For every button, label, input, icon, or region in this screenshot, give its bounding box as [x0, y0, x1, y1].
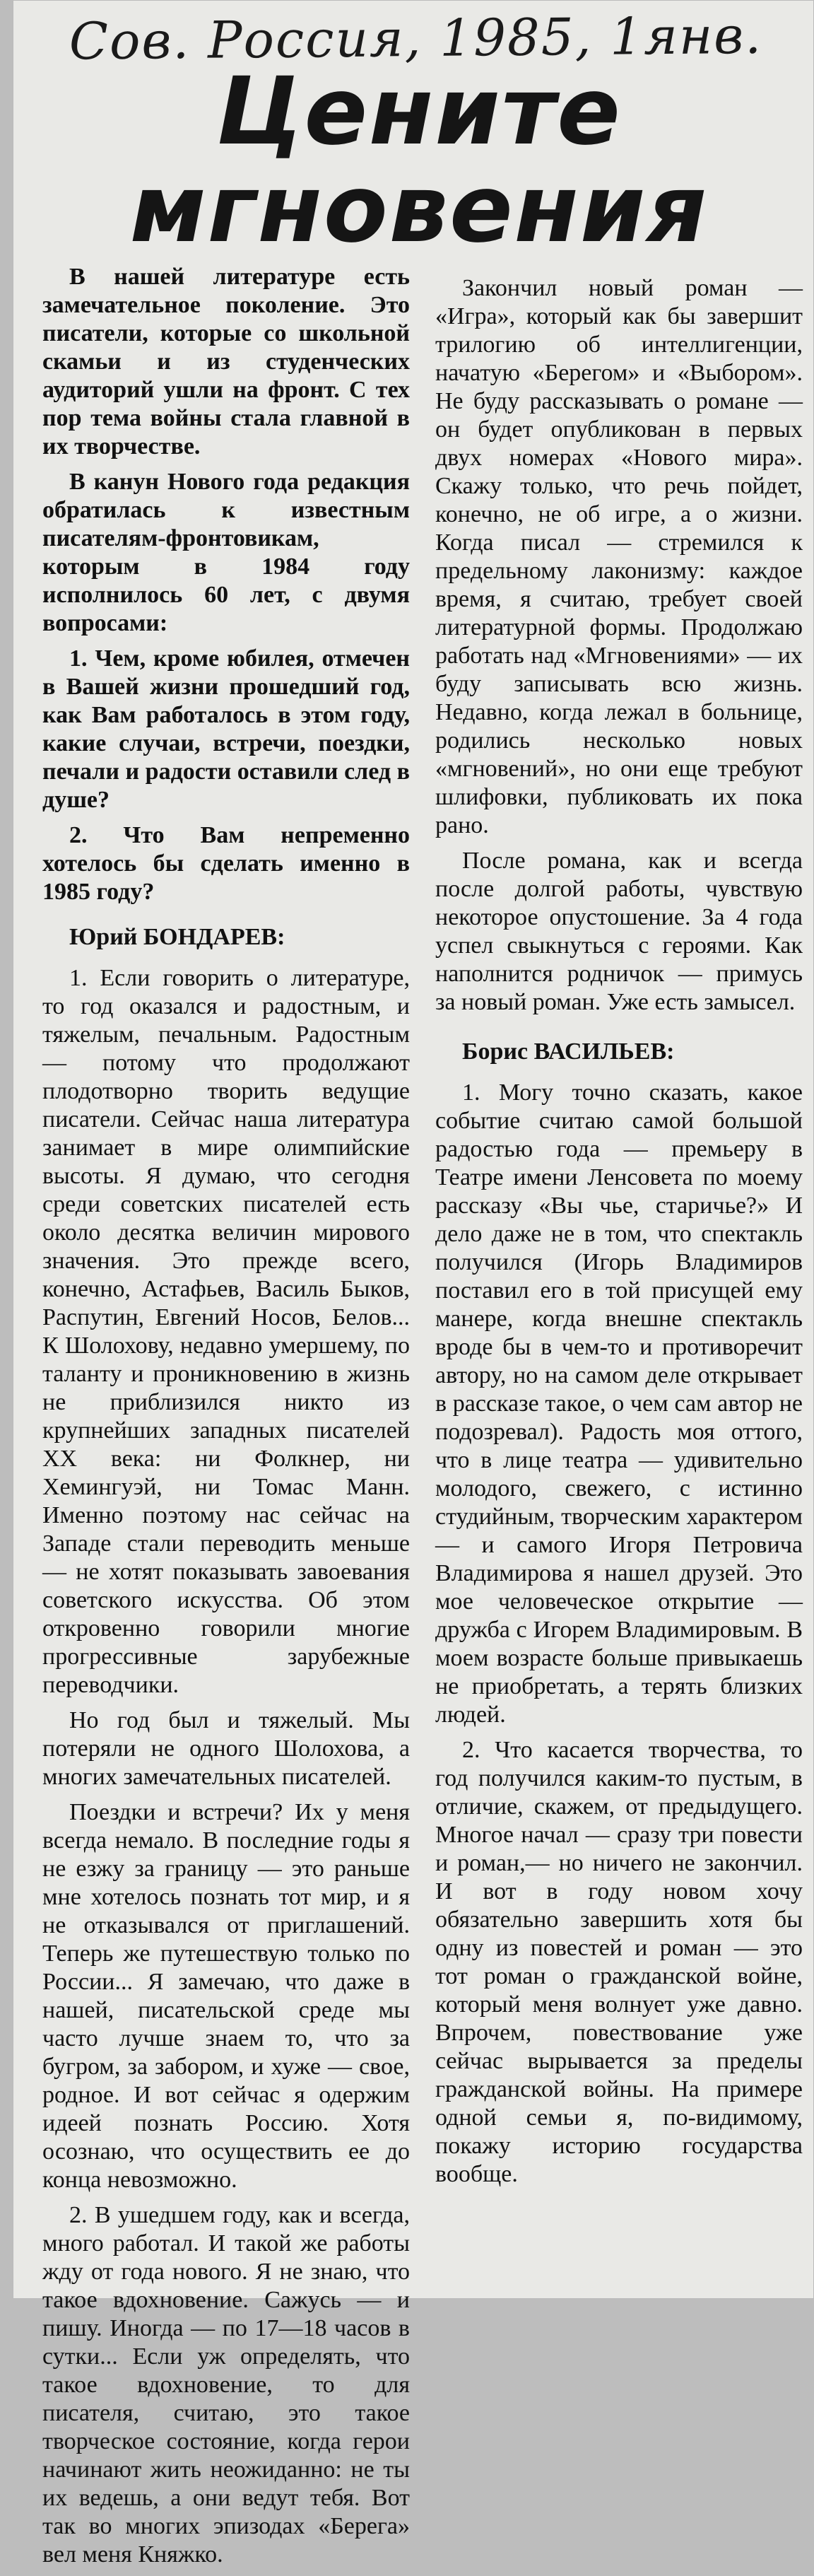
left-column [42, 263, 410, 2576]
question-1: 1. Чем, кроме юбилея, отмечен в Вашей жизни прошедший год, как Вам работалось в этом году, какие случаи, встречи, поездки, печали и радости оставили след в душе? [42, 645, 410, 813]
bondarev-paragraph: 2. В ушедшем году, как и всегда, много работал. И такой же работы жду от года нового. Я не знаю, что такое вдохновение. Сажусь — и пишу. Иногда — по 17—18 часов в сутки... Если уж определять, что такое вдохновение, то для писателя, считаю, это такое творческое состояние, когда герои начинают жить неожиданно: не ты их ведешь, а они ведут тебя. Вот так во многих эпизодах «Берега» вел меня Княжко. [42, 2202, 410, 2568]
author-heading-bondarev: Юрий БОНДАРЕВ: [69, 924, 285, 950]
right-column [435, 274, 803, 2196]
intro-paragraph: В канун Нового года редакция обратилась к известным писателям-фронтовикам, которым в 1984 году исполнилось 60 лет, с двумя вопросами: [42, 469, 410, 636]
vasiliev-paragraph: 1. Могу точно сказать, какое событие считаю самой большой радостью года — премьеру в Театре имени Ленсовета по моему рассказу «Вы чье, старичье?» И дело даже не в том, что спектакль получился (Игорь Владимиров поставил его в той присущей ему манере, когда внешне спектакль вроде бы в чем-то и противоречит автору, но на самом деле открывает в рассказе такое, о чем сам автор не подозревал). Радость моя оттого, что в лице театра — удивительно молодого, свежего, с истинно студийным, творческим характером — и самого Игоря Петровича Владимирова я нашел друзей. Это мое человеческое открытие — дружба с Игорем Владимировым. В моем возрасте больше привыкаешь не приобретать, а терять близких людей. [435, 1079, 803, 1728]
bondarev-paragraph: 1. Если говорить о литературе, то год оказался и радостным, и тяжелым, печальным. Радостным — потому что продолжают плодотворно творить ведущие писатели. Сейчас наша литература занимает в мире олимпийские высоты. Я думаю, что сегодня среди советских писателей есть около десятка величин мирового значения. Это прежде всего, конечно, Астафьев, Василь Быков, Распутин, Евгений Носов, Белов... К Шолохову, недавно умершему, по таланту и проникновению в жизнь не приблизился никто из крупнейших западных писателей XX века: ни Фолкнер, ни Хемингуэй, ни Томас Манн. Именно поэтому нас сейчас на Западе стали переводить меньше — не хотят показывать завоевания советского искусства. Об этом откровенно говорили многие прогрессивные зарубежные переводчики. [42, 965, 410, 1698]
headline-line-2: мгновения [129, 155, 709, 264]
author-heading-vasiliev: Борис ВАСИЛЬЕВ: [462, 1038, 675, 1065]
headline-line-1: Цените [216, 57, 622, 166]
bondarev-paragraph: Закончил новый роман — «Игра», который как бы завершит трилогию об интеллигенции, начатую «Берегом» и «Выбором». Не буду рассказывать о романе — он будет опубликован в первых двух номерах «Нового мира». Скажу только, что речь пойдет, конечно, не об игре, а о жизни. Когда писал — стремился к предельному лаконизму: каждое время, я считаю, требует своей литературной формы. Продолжаю работать над «Мгновениями» — их буду записывать всю жизнь. Недавно, когда лежал в больнице, родились несколько новых «мгновений», но они еще требуют шлифовки, публиковать их пока рано. [435, 275, 803, 838]
intro-paragraph: В нашей литературе есть замечательное поколение. Это писатели, которые со школьной скамьи и из студенческих аудиторий ушли на фронт. С тех пор тема войны стала главной в их творчестве. [42, 264, 410, 459]
question-2: 2. Что Вам непременно хотелось бы сделать именно в 1985 году? [42, 822, 410, 905]
bondarev-paragraph: Поездки и встречи? Их у меня всегда немало. В последние годы я не езжу за границу — это раньше мне хотелось познать тот мир, и я не отказывался от приглашений. Теперь же путешествую только по России... Я замечаю, что даже в нашей, писательской среде мы часто лучше знаем то, что за бугром, за забором, и хуже — свое, родное. И вот сейчас я одержим идеей познать Россию. Хотя осознаю, что осуществить ее до конца невозможно. [42, 1799, 410, 2193]
bondarev-paragraph: После романа, как и всегда после долгой работы, чувствую некоторое опустошение. За 4 года успел свыкнуться с героями. Как наполнится родничок — примусь за новый роман. Уже есть замысел. [435, 848, 803, 1015]
handwritten-source-note: Сов. Россия, 1985, 1янв. [69, 5, 763, 71]
vasiliev-paragraph: 2. Что касается творчества, то год получился каким-то пустым, в отличие, скажем, от предыдущего. Многое начал — сразу три повести и роман,— но ничего не закончил. И вот в году новом хочу обязательно завершить хотя бы одну из повестей и роман — это тот роман о гражданской войне, который меня волнует уже давно. Впрочем, повествование уже сейчас вырывается за пределы гражданской войны. На примере одной семьи я, по-видимому, покажу историю государства вообще. [435, 1737, 803, 2187]
bondarev-paragraph: Но год был и тяжелый. Мы потеряли не одного Шолохова, а многих замечательных писателей. [42, 1707, 410, 1790]
newspaper-clipping [13, 0, 814, 2568]
